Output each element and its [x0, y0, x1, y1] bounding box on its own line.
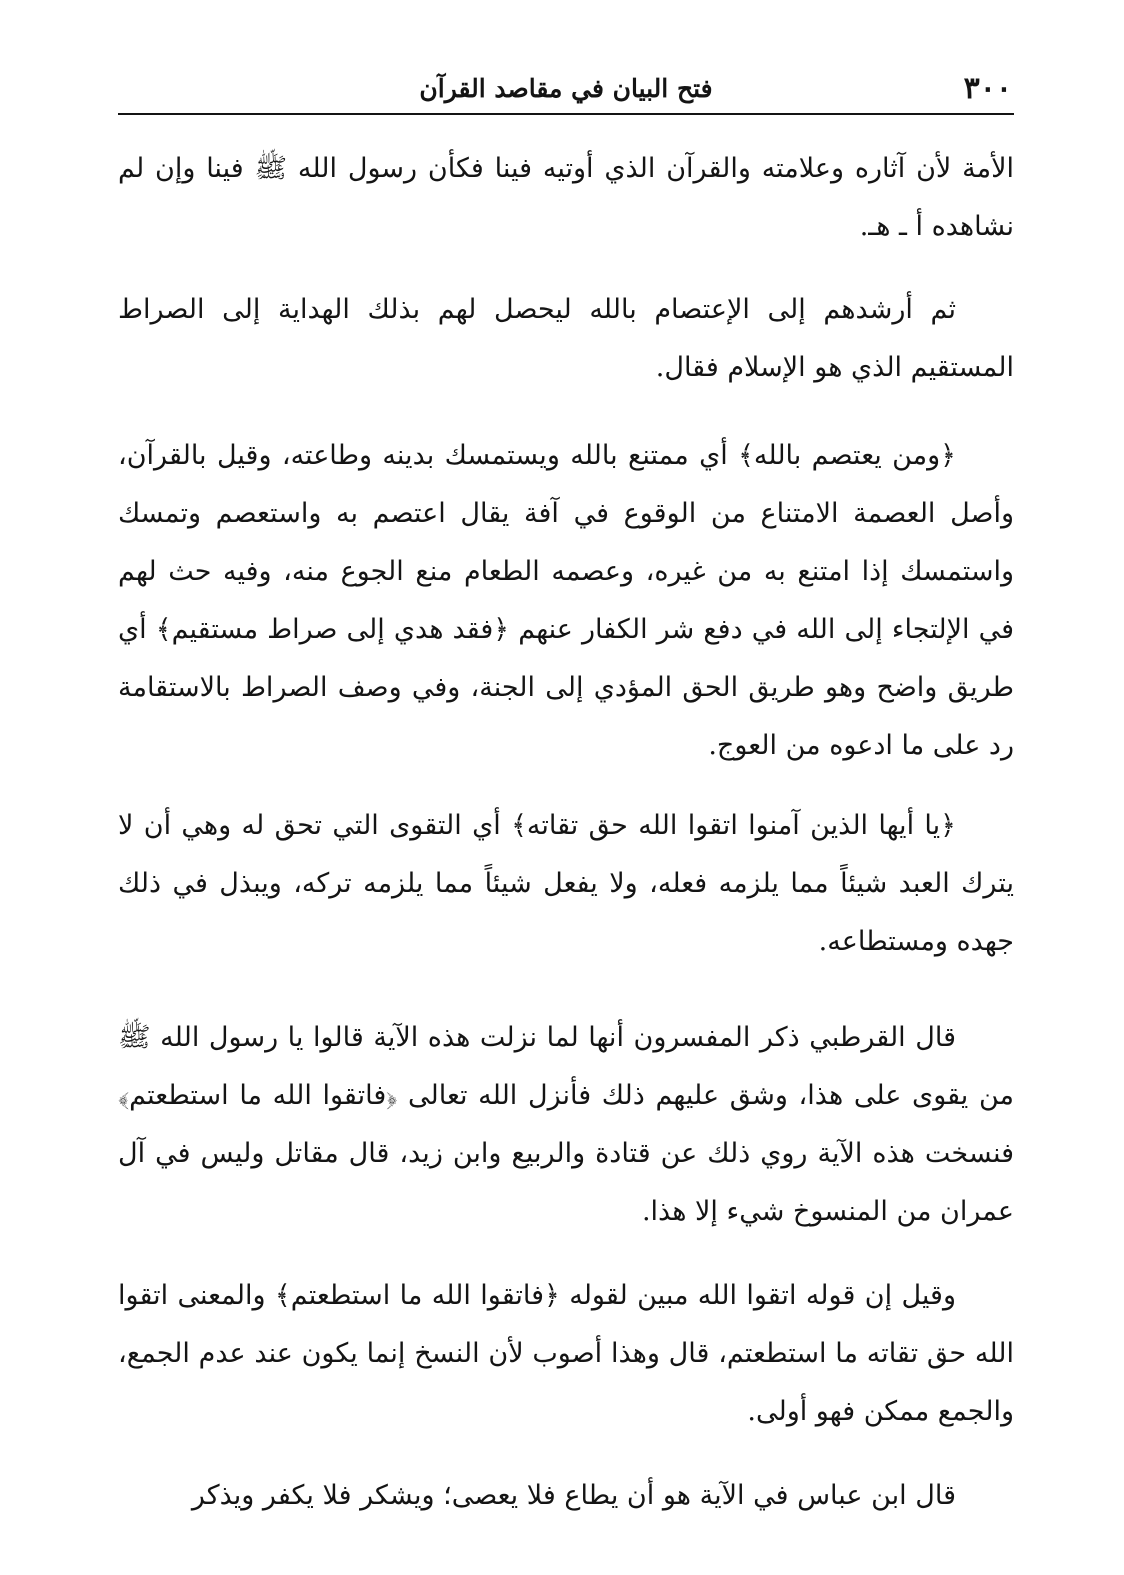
paragraph-guidance: ثم أرشدهم إلى الإعتصام بالله ليحصل لهم بذلك الهداية إلى الصراط المستقيم الذي هو الإسلام فقال.	[118, 294, 1014, 383]
page-number: ٣٠٠	[963, 71, 1012, 106]
paragraph-ibn-abbas: قال ابن عباس في الآية هو أن يطاع فلا يعصى؛ ويشكر فلا يكفر ويذكر	[191, 1480, 956, 1511]
paragraph-taqwa: ﴿يا أيها الذين آمنوا اتقوا الله حق تقاته﴾ أي التقوى التي تحق له وهي أن لا يترك العبد شيئاً مما يلزمه فعله، ولا يفعل شيئاً مما يلزمه تركه، ويبذل في ذلك جهده ومستطاعه.	[118, 810, 1014, 957]
running-title: فتح البيان في مقاصد القرآن	[419, 74, 713, 103]
paragraph-holding-fast: ﴿ومن يعتصم بالله﴾ أي ممتنع بالله ويستمسك بدينه وطاعته، وقيل بالقرآن، وأصل العصمة الامتناع من الوقوع في آفة يقال اعتصم به واستعصم وتمسك واستمسك إذا امتنع به من غيره، وعصمه الطعام منع الجوع منه، وفيه حث لهم في الإلتجاء إلى الله في دفع شر الكفار عنهم ﴿فقد هدي إلى صراط مستقيم﴾ أي طريق واضح وهو طريق الحق المؤدي إلى الجنة، وفي وصف الصراط بالاستقامة رد على ما ادعوه من العوج.	[118, 440, 1014, 761]
paragraph-abrogation: وقيل إن قوله اتقوا الله مبين لقوله ﴿فاتقوا الله ما استطعتم﴾ والمعنى اتقوا الله حق تقاته ما استطعتم، قال وهذا أصوب لأن النسخ إنما يكون عند عدم الجمع، والجمع ممكن فهو أولى.	[118, 1280, 1014, 1427]
paragraph-continuation: الأمة لأن آثاره وعلامته والقرآن الذي أوتيه فينا فكأن رسول الله ﷺ فينا وإن لم نشاهده أ ـ هـ.	[118, 153, 1014, 242]
paragraph-qurtubi: قال القرطبي ذكر المفسرون أنها لما نزلت هذه الآية قالوا يا رسول الله ﷺ من يقوى على هذا، وشق عليهم ذلك فأنزل الله تعالى ﴿فاتقوا الله ما استطعتم﴾ فنسخت هذه الآية روي ذلك عن قتادة والربيع وابن زيد، قال مقاتل وليس في آل عمران من المنسوخ شيء إلا هذا.	[118, 1022, 1014, 1227]
page-body	[118, 140, 1014, 1525]
page-header	[118, 70, 1014, 110]
header-rule	[118, 113, 1014, 115]
